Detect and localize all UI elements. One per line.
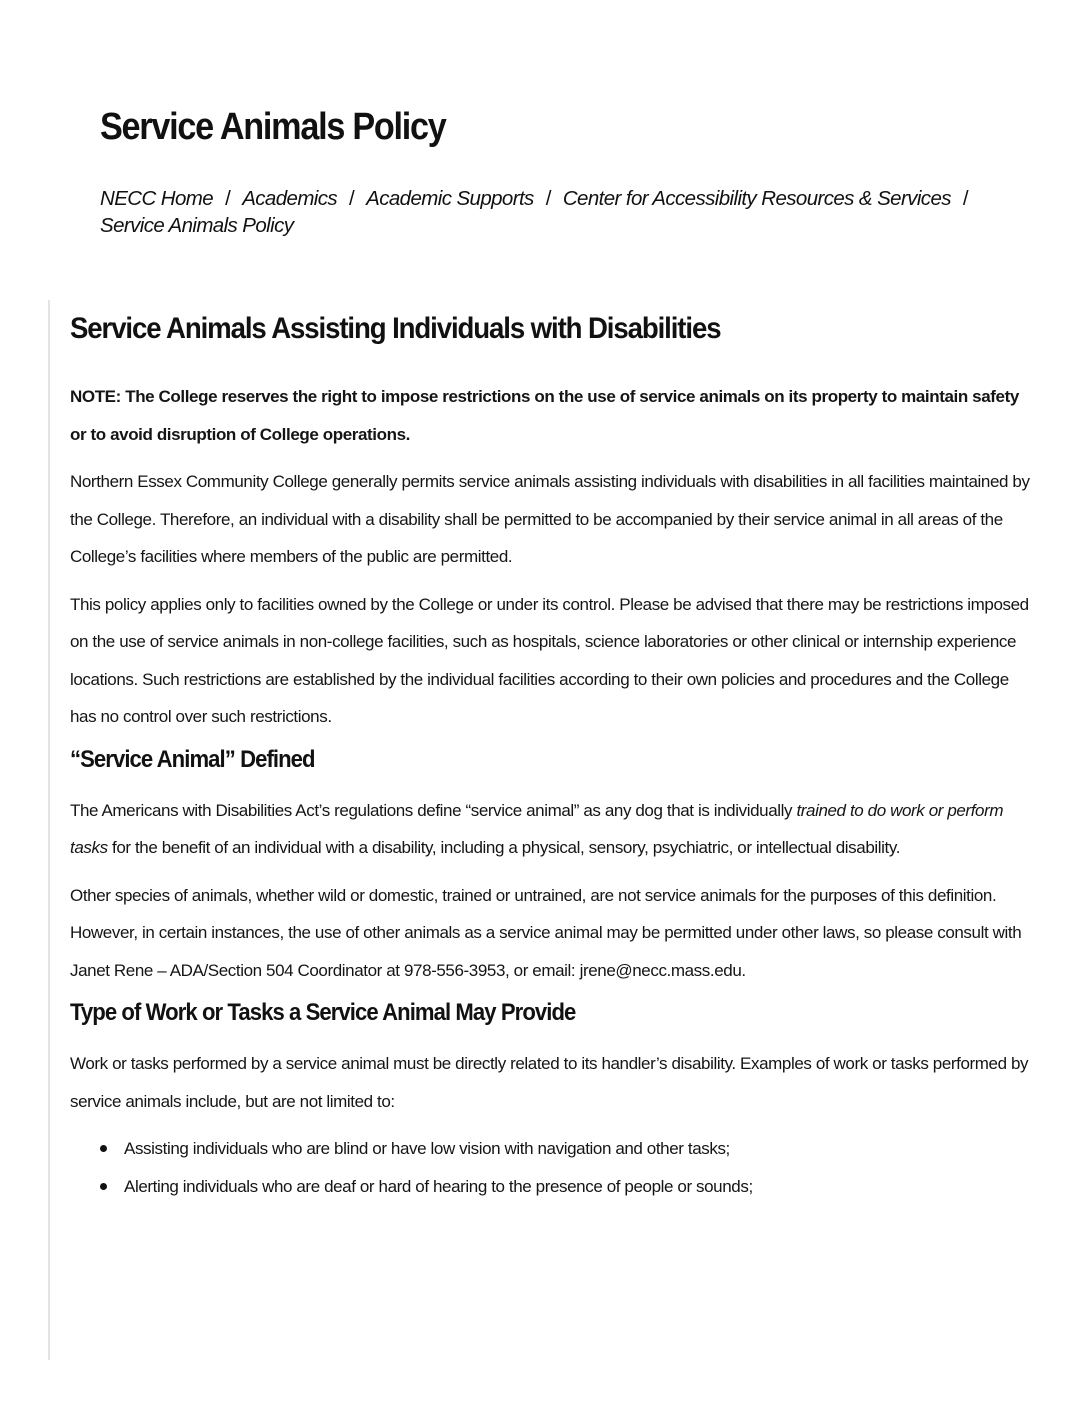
tasks-list [70,1130,1030,1205]
note-paragraph: NOTE: The College reserves the right to impose restrictions on the use of service animals on its property to maintain safety or to avoid disruption of College operations. [70,387,1019,444]
breadcrumb-separator: / [962,187,969,210]
breadcrumb [100,185,980,239]
breadcrumb-separator: / [349,187,355,210]
list-item [70,1130,1030,1168]
tasks-heading: Type of Work or Tasks a Service Animal May Provide [70,999,576,1026]
definition-paragraph [70,792,1030,867]
list-item-text: Assisting individuals who are blind or have low vision with navigation and other tasks; [124,1139,730,1158]
page-title: Service Animals Policy [100,106,446,148]
bullet-icon [100,1183,107,1190]
tasks-intro-paragraph: Work or tasks performed by a service animal must be directly related to its handler’s disability. Examples of work or tasks performed by service animals include, but are not limited to: [70,1054,1029,1111]
intro-paragraph: Northern Essex Community College generally permits service animals assisting individuals with disabilities in all facilities maintained by the College. Therefore, an individual with a disability shall be permitted to be accompanied by their service animal in all areas of the College’s facilities where members of the public are permitted. [70,472,1030,566]
definition-emphasis: trained to do work or perform tasks [70,800,1004,857]
list-item [70,1168,1030,1206]
bullet-icon [100,1145,107,1152]
breadcrumb-separator: / [545,187,551,210]
breadcrumb-item-academic-supports[interactable]: Academic Supports [366,187,534,210]
list-item-text: Alerting individuals who are deaf or hard of hearing to the presence of people or sounds; [124,1176,753,1196]
content-left-border [48,300,50,1360]
other-species-paragraph: Other species of animals, whether wild or domestic, trained or untrained, are not service animals for the purposes of this definition. However, in certain instances, the use of other animals as a service animal may be permitted under other laws, so please consult with Janet Rene – ADA/Section 504 Coordinator at 978-556-3953, or email: jrene@necc.mass.edu. [70,885,1022,980]
breadcrumb-separator: / [225,187,231,210]
breadcrumb-item-necc-home[interactable]: NECC Home [100,187,214,210]
definition-text-start: The Americans with Disabilities Act’s regulations define “service animal” as any dog that is individually [70,800,797,820]
breadcrumb-item-current-page: Service Animals Policy [100,214,294,237]
section-heading: Service Animals Assisting Individuals with Disabilities [70,312,721,345]
breadcrumb-item-academics[interactable]: Academics [242,187,338,210]
defined-heading: “Service Animal” Defined [70,745,315,773]
definition-text-end: for the benefit of an individual with a disability, including a physical, sensory, psychiatric, or intellectual disability. [107,838,901,857]
main-content [70,312,1030,1205]
breadcrumb-item-center-for-accessibility[interactable]: Center for Accessibility Resources & Services [562,187,951,210]
policy-scope-paragraph: This policy applies only to facilities owned by the College or under its control. Please be advised that there may be restrictions imposed on the use of service animals in non-college facilities, such as hospitals, science laboratories or other clinical or internship experience locations. Such restrictions are established by the individual facilities according to their own policies and procedures and the College has no control over such restrictions. [70,594,1029,726]
